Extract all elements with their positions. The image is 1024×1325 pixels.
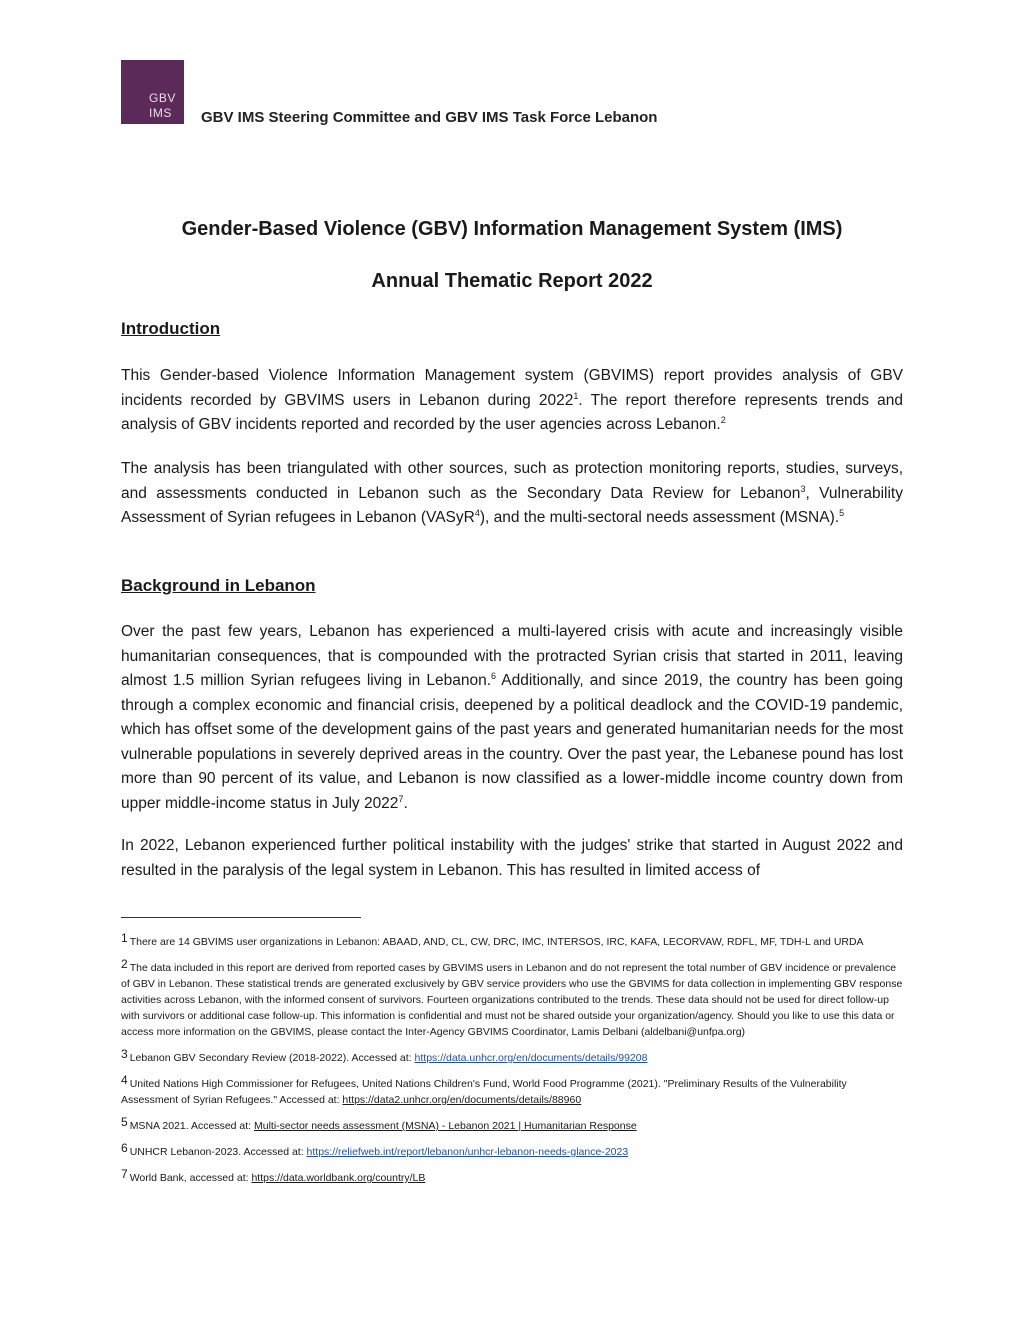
introduction-paragraph-2 [121, 457, 903, 531]
footnote-text: MSNA 2021. Accessed at: [129, 1120, 255, 1132]
footnote-link[interactable]: https://reliefweb.int/report/lebanon/unhcr-lebanon-needs-glance-2023 [306, 1146, 629, 1158]
footnote-text: UNHCR Lebanon-2023. Accessed at: [129, 1146, 307, 1158]
footnote-text: There are 14 GBVIMS user organizations in Lebanon: ABAAD, AND, CL, CW, DRC, IMC, INTERSOS, IRC, KAFA, LECORVAW, RDFL, MF, TDH-L and URDA [129, 936, 864, 948]
footnote-number: 6 [121, 1141, 128, 1155]
background-paragraph-2: In 2022, Lebanon experienced further political instability with the judges' strike that started in August 2022 and resulted in the paralysis of the legal system in Lebanon. This has resulted in limited access of [121, 837, 903, 879]
report-subtitle: Annual Thematic Report 2022 [371, 270, 653, 292]
footnote-3 [121, 1046, 903, 1066]
footnote-number: 4 [121, 1073, 128, 1087]
footnote-5 [121, 1114, 903, 1134]
footnote-ref-7[interactable]: 7 [398, 793, 404, 804]
intro-p1-text-b: . The report therefore represents trends and analysis of GBV incidents reported and recorded by the user agencies across Lebanon. [121, 391, 903, 433]
footnote-text: Lebanon GBV Secondary Review (2018-2022). Accessed at: [129, 1052, 415, 1064]
header-organization: GBV IMS Steering Committee and GBV IMS Task Force Lebanon [201, 109, 658, 126]
footnote-ref-5[interactable]: 5 [839, 507, 845, 518]
footnote-ref-4[interactable]: 4 [474, 507, 480, 518]
footnote-link[interactable]: https://data.worldbank.org/country/LB [251, 1172, 426, 1184]
footnote-number: 3 [121, 1047, 128, 1061]
footnote-number: 7 [121, 1167, 128, 1181]
footnotes [121, 930, 903, 1192]
footnote-link[interactable]: https://data.unhcr.org/en/documents/details/99208 [414, 1052, 648, 1064]
footnote-2 [121, 956, 903, 1040]
bg-p1-text-a: Over the past few years, Lebanon has experienced a multi-layered crisis with acute and increasingly visible humanitarian consequences, that is compounded with the protracted Syrian crisis that started in 2011, leaving almost 1.5 million Syrian refugees living in Lebanon. [121, 623, 903, 689]
footnote-link[interactable]: Multi-sector needs assessment (MSNA) - Lebanon 2021 | Humanitarian Response [254, 1120, 637, 1132]
footnote-ref-6[interactable]: 6 [491, 670, 497, 681]
intro-p2-text-b: , Vulnerability Assessment of Syrian refugees in Lebanon (VASyR [121, 484, 903, 526]
footnote-text: World Bank, accessed at: [129, 1172, 252, 1184]
footnote-number: 2 [121, 957, 128, 971]
footnote-text: United Nations High Commissioner for Refugees, United Nations Children's Fund, World Food Programme (2021). "Preliminary Results of the Vulnerability Assessment of Syrian Refugees." Accessed at: [121, 1078, 847, 1106]
footnote-4 [121, 1072, 903, 1108]
footnote-link[interactable]: https://data2.unhcr.org/en/documents/details/88960 [342, 1094, 582, 1106]
logo-line-2: IMS [149, 106, 172, 120]
footnote-7 [121, 1166, 903, 1186]
introduction-heading: Introduction [121, 319, 221, 338]
background-heading: Background in Lebanon [121, 576, 316, 595]
footnote-text: The data included in this report are derived from reported cases by GBVIMS users in Lebanon and do not represent the total number of GBV incidence or prevalence of GBV in Lebanon. These statistical trends are generated exclusively by GBV service providers who use the GBVIMS for data collection in implementing GBV response activities across Lebanon, with the informed consent of survivors. Fourteen organizations contributed to the trends. These data should not be used for direct follow-up with survivors or additional case follow-up. This information is confidential and must not be shared outside your organization/agency. Should you like to use this data or access more information on the GBVIMS, please contact the Inter-Agency GBVIMS Coordinator, Lamis Delbani (aldelbani@unfpa.org) [121, 962, 903, 1038]
footnote-number: 5 [121, 1115, 128, 1129]
intro-p2-text-a: The analysis has been triangulated with other sources, such as protection monitoring reports, studies, surveys, and assessments conducted in Lebanon such as the Secondary Data Review for Lebanon [121, 460, 903, 502]
report-title: Gender-Based Violence (GBV) Information Management System (IMS) [181, 218, 843, 240]
bg-p1-text-b: Additionally, and since 2019, the country has been going through a complex economic and financial crisis, deepened by a political deadlock and the COVID-19 pandemic, which has offset some of the development gains of the past years and generated humanitarian needs for the most vulnerable populations in severely deprived areas in the country. Over the past year, the Lebanese pound has lost more than 90 percent of its value, and Lebanon is now classified as a lower-middle income country down from upper middle-income status in July 2022 [121, 672, 904, 812]
logo-line-1: GBV [149, 91, 176, 105]
gbv-ims-logo [121, 60, 184, 124]
introduction-paragraph-1 [121, 364, 903, 438]
footnote-ref-1[interactable]: 1 [573, 390, 579, 401]
bg-p1-text-c: . [403, 794, 408, 812]
footnote-divider [121, 917, 361, 918]
footnote-ref-2[interactable]: 2 [720, 414, 726, 425]
intro-p1-text-a: This Gender-based Violence Information Management system (GBVIMS) report provides analysis of GBV incidents recorded by GBVIMS users in Lebanon during 2022 [121, 367, 903, 409]
footnote-ref-3[interactable]: 3 [800, 483, 806, 494]
footnote-number: 1 [121, 931, 128, 945]
footnote-1 [121, 930, 903, 950]
footnote-6 [121, 1140, 903, 1160]
intro-p2-text-c: ), and the multi-sectoral needs assessment (MSNA). [479, 509, 840, 526]
background-paragraph-1 [121, 620, 903, 816]
